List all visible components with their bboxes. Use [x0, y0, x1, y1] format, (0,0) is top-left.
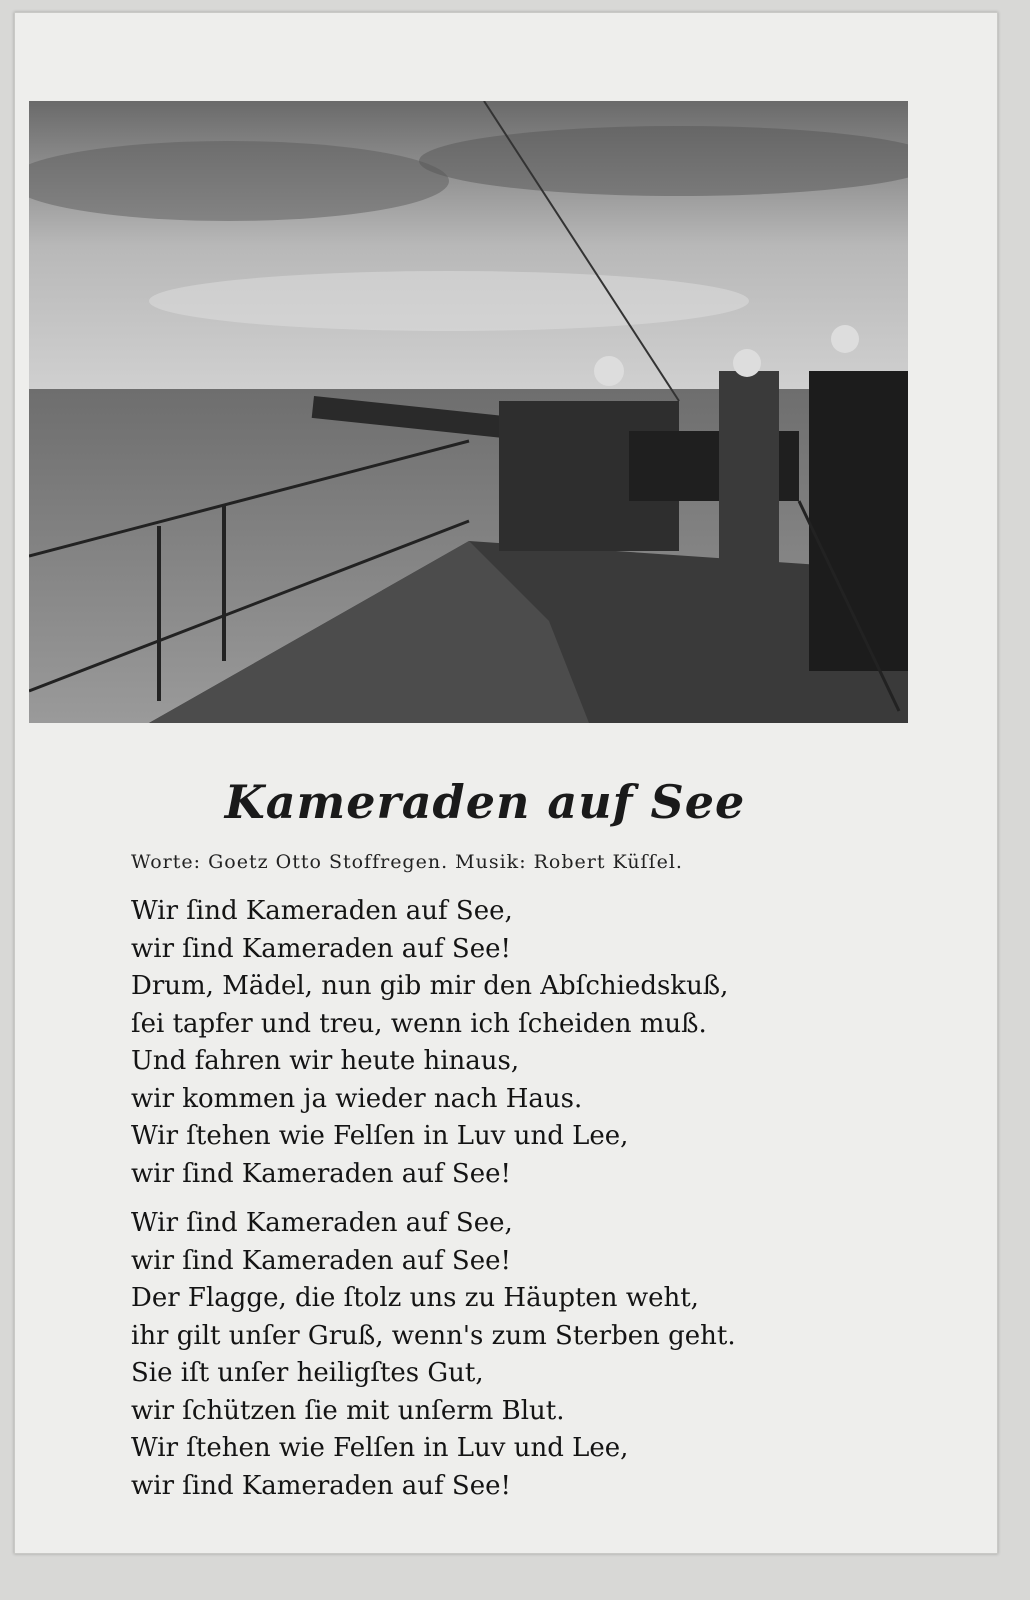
song-title: Kameraden auf See	[224, 775, 746, 829]
lyric-line: Wir ſind Kameraden auf See,	[131, 1208, 513, 1238]
postcard	[14, 12, 998, 1554]
lyric-line: wir ſind Kameraden auf See!	[131, 1158, 511, 1189]
lyric-line: Wir ſind Kameraden auf See,	[131, 896, 513, 926]
lyric-line: Der Flagge, die ſtolz uns zu Häupten weht,	[131, 1283, 699, 1313]
lyric-line: wir ſind Kameraden auf See!	[131, 1245, 511, 1276]
lyric-line: wir ſchützen ſie mit unſerm Blut.	[131, 1395, 565, 1426]
stanza-2	[131, 1205, 736, 1505]
lyric-line: Sie iſt unſer heiligſtes Gut,	[131, 1358, 484, 1388]
lyric-line: wir kommen ja wieder nach Haus.	[131, 1083, 583, 1114]
lyric-line: ihr gilt unſer Gruß, wenn's zum Sterben geht.	[131, 1320, 736, 1351]
lyric-line: Und fahren wir heute hinaus,	[131, 1046, 520, 1076]
stanza-1	[131, 893, 728, 1193]
lyric-line: ſei tapfer und treu, wenn ich ſcheiden muß.	[131, 1008, 707, 1039]
submarine-deck-gun-photo	[29, 101, 908, 723]
lyric-line: Drum, Mädel, nun gib mir den Abſchiedskuß,	[131, 971, 729, 1001]
lyric-line: Wir ſtehen wie Felſen in Luv und Lee,	[131, 1433, 629, 1463]
song-credits: Worte: Goetz Otto Stoffregen. Musik: Robert Küſſel.	[131, 851, 683, 873]
lyric-line: Wir ſtehen wie Felſen in Luv und Lee,	[131, 1121, 629, 1151]
lyric-line: wir ſind Kameraden auf See!	[131, 1470, 511, 1501]
lyric-line: wir ſind Kameraden auf See!	[131, 933, 511, 964]
